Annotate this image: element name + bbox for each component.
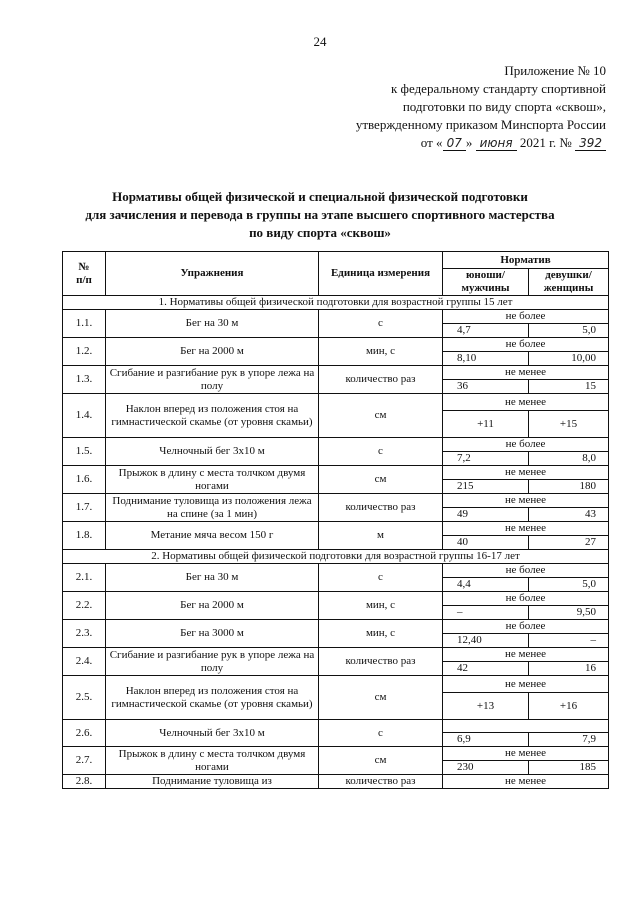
norm-condition: не менее — [443, 676, 609, 693]
exercise-name: Прыжок в длину с места толчком двумя ногами — [106, 747, 319, 775]
unit: с — [319, 564, 443, 592]
norm-condition: не более — [443, 592, 609, 606]
unit: мин, с — [319, 620, 443, 648]
header-boys: юноши/ мужчины — [443, 269, 529, 296]
exercise-name: Поднимание туловища из — [106, 775, 319, 789]
norm-condition: не менее — [443, 394, 609, 411]
row-number: 2.2. — [63, 592, 106, 620]
header-girls: девушки/ женщины — [529, 269, 609, 296]
table-row — [63, 564, 609, 578]
exercise-name: Челночный бег 3x10 м — [106, 438, 319, 466]
title-line: по виду спорта «сквош» — [249, 225, 391, 240]
appendix-line: Приложение № 10 — [504, 63, 606, 78]
unit: см — [319, 676, 443, 720]
norm-condition: не менее — [443, 775, 609, 789]
header-norm: Норматив — [443, 252, 609, 269]
handwritten-number: 392 — [575, 136, 606, 151]
norm-condition: не более — [443, 564, 609, 578]
unit: с — [319, 310, 443, 338]
norm-condition: не менее — [443, 366, 609, 380]
unit: мин, с — [319, 592, 443, 620]
row-number: 1.3. — [63, 366, 106, 394]
handwritten-day: 07 — [443, 136, 466, 151]
table-row — [63, 775, 609, 789]
section-row — [63, 296, 609, 310]
value-girls: – — [529, 634, 609, 648]
value-boys: 40 — [443, 536, 529, 550]
unit: м — [319, 522, 443, 550]
value-girls: 27 — [529, 536, 609, 550]
table-row — [63, 522, 609, 536]
table-row — [63, 394, 609, 411]
unit: с — [319, 438, 443, 466]
date-mid: » — [465, 135, 473, 150]
exercise-name: Бег на 2000 м — [106, 592, 319, 620]
exercise-name: Челночный бег 3x10 м — [106, 720, 319, 747]
norm-condition: не более — [443, 310, 609, 324]
value-girls: 16 — [529, 662, 609, 676]
exercise-name: Бег на 30 м — [106, 310, 319, 338]
value-boys: 230 — [443, 761, 529, 775]
row-number: 2.4. — [63, 648, 106, 676]
header-exercise: Упражнения — [106, 252, 319, 296]
value-boys: 49 — [443, 508, 529, 522]
value-girls: 5,0 — [529, 578, 609, 592]
row-number: 1.6. — [63, 466, 106, 494]
value-girls: 180 — [529, 480, 609, 494]
exercise-name: Метание мяча весом 150 г — [106, 522, 319, 550]
unit: с — [319, 720, 443, 747]
table-row — [63, 494, 609, 508]
appendix-line: к федеральному стандарту спортивной — [390, 81, 606, 96]
row-number: 1.8. — [63, 522, 106, 550]
value-boys: 8,10 — [443, 352, 529, 366]
date-year: 2021 г. № — [519, 135, 572, 150]
table-row — [63, 720, 609, 733]
norms-table — [62, 251, 609, 789]
value-boys: +11 — [443, 411, 529, 438]
value-boys: 12,40 — [443, 634, 529, 648]
value-boys: 7,2 — [443, 452, 529, 466]
value-boys: 4,7 — [443, 324, 529, 338]
table-row — [63, 620, 609, 634]
norm-condition: не менее — [443, 522, 609, 536]
value-girls: 43 — [529, 508, 609, 522]
table-row — [63, 466, 609, 480]
value-boys: 36 — [443, 380, 529, 394]
value-boys: 4,4 — [443, 578, 529, 592]
value-boys: 215 — [443, 480, 529, 494]
row-number: 2.8. — [63, 775, 106, 789]
section-title: 2. Нормативы общей физической подготовки для возрастной группы 16-17 лет — [63, 550, 609, 564]
date-prefix: от « — [420, 135, 443, 150]
table-row — [63, 310, 609, 324]
row-number: 1.4. — [63, 394, 106, 438]
header-unit: Единица измерения — [319, 252, 443, 296]
norm-condition: не более — [443, 438, 609, 452]
row-number: 2.1. — [63, 564, 106, 592]
unit: мин, с — [319, 338, 443, 366]
table-body — [63, 296, 609, 789]
unit: см — [319, 394, 443, 438]
row-number: 2.7. — [63, 747, 106, 775]
value-girls: 5,0 — [529, 324, 609, 338]
exercise-name: Поднимание туловища из положения лежа на спине (за 1 мин) — [106, 494, 319, 522]
table-row — [63, 366, 609, 380]
exercise-name: Наклон вперед из положения стоя на гимнастической скамье (от уровня скамьи) — [106, 676, 319, 720]
row-number: 1.5. — [63, 438, 106, 466]
value-boys: – — [443, 606, 529, 620]
exercise-name: Бег на 3000 м — [106, 620, 319, 648]
norm-condition: не более — [443, 338, 609, 352]
unit: см — [319, 466, 443, 494]
norm-condition: не менее — [443, 648, 609, 662]
unit: количество раз — [319, 775, 443, 789]
page-number: 24 — [313, 34, 327, 49]
row-number: 2.3. — [63, 620, 106, 648]
value-boys: 6,9 — [443, 733, 529, 747]
section-row — [63, 550, 609, 564]
norm-condition: не более — [443, 620, 609, 634]
document-title — [0, 188, 640, 242]
norm-condition: не менее — [443, 466, 609, 480]
table-row — [63, 676, 609, 693]
section-title: 1. Нормативы общей физической подготовки для возрастной группы 15 лет — [63, 296, 609, 310]
row-number: 1.2. — [63, 338, 106, 366]
exercise-name: Сгибание и разгибание рук в упоре лежа на полу — [106, 366, 319, 394]
exercise-name: Бег на 2000 м — [106, 338, 319, 366]
exercise-name: Сгибание и разгибание рук в упоре лежа на полу — [106, 648, 319, 676]
title-line: для зачисления и перевода в группы на этапе высшего спортивного мастерства — [85, 207, 555, 222]
header-num: № п/п — [63, 252, 106, 296]
handwritten-month: июня — [476, 136, 517, 151]
value-boys: +13 — [443, 693, 529, 720]
unit: количество раз — [319, 494, 443, 522]
norm-condition: не менее — [443, 747, 609, 761]
table-row — [63, 747, 609, 761]
table-row — [63, 438, 609, 452]
norm-condition — [443, 720, 609, 733]
appendix-header — [306, 62, 606, 152]
value-girls: 8,0 — [529, 452, 609, 466]
row-number: 2.5. — [63, 676, 106, 720]
unit: количество раз — [319, 366, 443, 394]
value-girls: +16 — [529, 693, 609, 720]
value-girls: 185 — [529, 761, 609, 775]
row-number: 1.1. — [63, 310, 106, 338]
appendix-line: утвержденному приказом Минспорта России — [355, 117, 606, 132]
row-number: 2.6. — [63, 720, 106, 747]
norm-condition: не менее — [443, 494, 609, 508]
row-number: 1.7. — [63, 494, 106, 522]
value-girls: +15 — [529, 411, 609, 438]
unit: количество раз — [319, 648, 443, 676]
value-girls: 15 — [529, 380, 609, 394]
value-boys: 42 — [443, 662, 529, 676]
appendix-line: подготовки по виду спорта «сквош», — [402, 99, 606, 114]
exercise-name: Прыжок в длину с места толчком двумя ногами — [106, 466, 319, 494]
table-row — [63, 338, 609, 352]
value-girls: 10,00 — [529, 352, 609, 366]
exercise-name: Наклон вперед из положения стоя на гимнастической скамье (от уровня скамьи) — [106, 394, 319, 438]
title-line: Нормативы общей физической и специальной физической подготовки — [112, 189, 528, 204]
appendix-date-line — [306, 134, 606, 152]
exercise-name: Бег на 30 м — [106, 564, 319, 592]
table-row — [63, 592, 609, 606]
value-girls: 7,9 — [529, 733, 609, 747]
table-row — [63, 648, 609, 662]
unit: см — [319, 747, 443, 775]
value-girls: 9,50 — [529, 606, 609, 620]
